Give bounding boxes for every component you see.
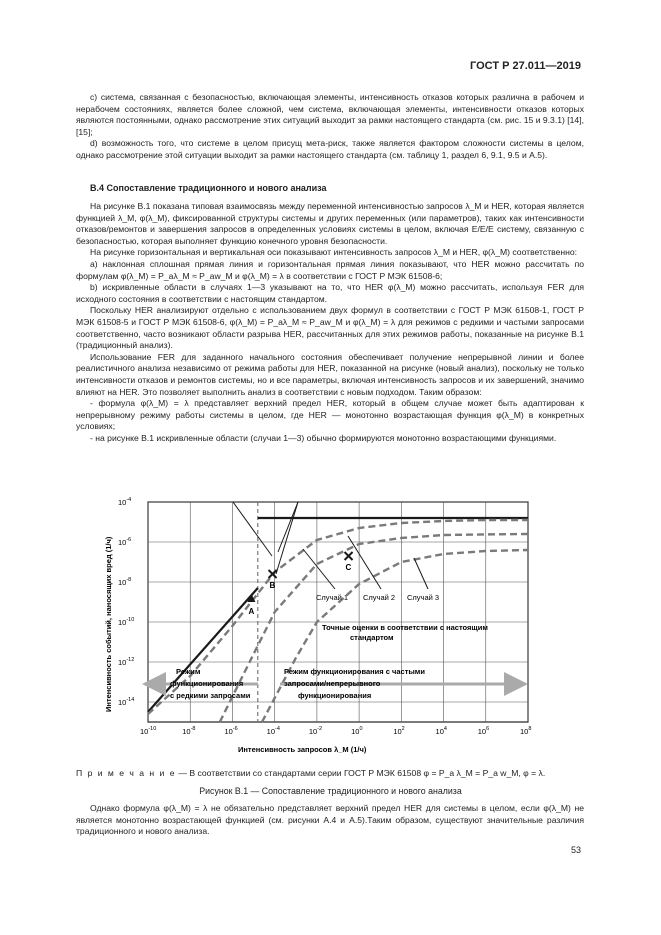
x-tick-label: $10^8$ (520, 726, 532, 736)
x-tick-label: $10^{-4}$ (266, 726, 280, 736)
y-tick-label: $10^{-10}$ (118, 617, 135, 627)
pointer-line (233, 502, 272, 556)
body-text (76, 201, 584, 444)
paragraph: b) искривленные области в случаях 1—3 указывают на то, что HER φ(λ_M) можно рассчитать, используя FER для исходного состояния в соответствии с настоящим стандартом. (76, 282, 584, 304)
section-title: B.4 Сопоставление традиционного и нового анализа (90, 183, 327, 193)
series-layer (148, 502, 528, 722)
paragraph: d) возможность того, что системе в целом присущ мета-риск, также является фактором сложности системы в целом, однако рассмотрение этой ситуации выходит за рамки настоящего стандарта (см. таблицу 1, раздел 6, 9.1, 9.5 и А.5). (76, 138, 584, 160)
x-tick-label: $10^{-2}$ (308, 726, 323, 736)
closing-text (76, 803, 584, 838)
figure (98, 494, 538, 767)
figure-note (76, 768, 584, 778)
y-tick-label: $10^{-6}$ (118, 537, 132, 547)
high-demand-label-3: функционирования (298, 691, 372, 700)
pointer-line (276, 502, 298, 574)
high-demand-label-1: Режим функционирования с частыми (284, 667, 425, 676)
intro-text (76, 92, 584, 162)
low-demand-label-1: Режим (176, 667, 201, 676)
pointer-line (414, 558, 428, 589)
x-axis-label: Интенсивность запросов λ_M (1/ч) (238, 745, 367, 754)
doc-header: ГОСТ Р 27.011—2019 (470, 60, 581, 72)
paragraph: c) система, связанная с безопасностью, включающая элементы, интенсивность отказов которых различна в рабочем и нерабочем состояниях, является более сложной, чем система, включающая элементы, интенсивности отказов которых являются постоянными, однако рассмотрение этих ситуаций выходит за рамки настоящего стандарта (см. рис. 15 и 9.3.1) [14], [15]; (76, 92, 584, 137)
paragraph: На рисунке В.1 показана типовая взаимосвязь между переменной интенсивностью запросов λ_M и HER, которая является функцией λ_M, φ(λ_M), фиксированной структуры системы и других переменных (или параметров), таких как интенсивности отказов/ремонтов и завершения запросов в определенных условиях системы в целом, включая Е/Е/Е систему, связанную с безопасностью, которая выполняет функцию конечного уровня безопасности. (76, 201, 584, 246)
her-chart (98, 494, 538, 762)
y-axis-label: Интенсивность событий, наносящих вред (1/ч) (104, 536, 113, 712)
paragraph: Поскольку HER анализируют отдельно с использованием двух формул в соответствии с ГОСТ Р МЭК 61508-1, ГОСТ Р МЭК 61508-5 и ГОСТ Р МЭК 61508-6, φ(λ_M) = P_aλ_M ≈ P_aw_M и φ(λ_M) = λ для режимов с редкими и частыми запросами соответственно, часто возникают области разрыва HER, рассчитанных для этих режимов работы, показанные на рисунке В.1 (традиционный анализ). (76, 305, 584, 351)
x-tick-label: $10^{-8}$ (182, 726, 196, 736)
case-2-label: Случай 2 (363, 593, 396, 602)
low-demand-label-2: функционирования (170, 679, 244, 688)
page-number: 53 (570, 845, 581, 855)
paragraph: На рисунке горизонтальная и вертикальная оси показывают интенсивность запросов λ_M и HER, φ(λ_M) соответственно: (90, 247, 578, 258)
paragraph: Использование FER для заданного начального состояния обеспечивает получение непрерывной линии и более реалистичного анализа независимо от режима работы для HER, показанной на рисунке (новый анализ), поскольку не только интенсивности отказов и ремонтов системы, но и все параметры, включая интенсивность запросов и их завершений, значимо влияют на HER. Это позволяет выполнить анализ в соответствии с новым подходом. Таким образом: (76, 351, 584, 397)
pointer-line (303, 549, 335, 589)
x-tick-label: $10^2$ (393, 726, 405, 736)
high-demand-label-2: запросами/непрерывного (284, 679, 381, 688)
y-tick-label: $10^{-4}$ (118, 497, 132, 507)
paragraph: a) наклонная сплошная прямая линия и горизонтальная прямая линия показывают, что HER можно рассчитать по формулам φ(λ_M) = P_aλ_M ≈ P_aw_M и φ(λ_M) = λ в соответствии с ГОСТ Р МЭК 61508-6; (76, 258, 584, 281)
annotation-layer (154, 502, 516, 700)
exact-estimates-label-1: Точные оценки в соответствии с настоящим (322, 623, 488, 632)
paragraph: - на рисунке В.1 искривленные области (случаи 1—3) обычно формируются монотонно возрастающими функциями. (90, 432, 557, 443)
low-demand-label-3: с редкими запросами (170, 691, 251, 700)
x-tick-label: $10^0$ (351, 726, 363, 736)
x-tick-label: $10^{-10}$ (140, 726, 157, 736)
x-tick-label: $10^6$ (477, 726, 490, 736)
case-1-label: Случай 1 (316, 593, 349, 602)
point-a-label: A (248, 607, 255, 616)
exact-estimates-label-2: стандартом (350, 633, 394, 642)
paragraph: - формула φ(λ_M) = λ представляет верхний предел HER, который в общем случае может быть адаптирован к непрерывному режиму работы системы в целом, где HER — монотонно возрастающая функция φ(λ_M) в конкретных условиях; (76, 398, 584, 432)
y-tick-label: $10^{-12}$ (118, 657, 135, 667)
x-tick-label: $10^4$ (435, 726, 447, 736)
note-text: — В соответствии со стандартами серии ГОСТ Р МЭК 61508 φ = P_a λ_M = P_a w_M, φ = λ. (178, 768, 546, 778)
pointer-line (278, 502, 298, 552)
point-c-label: C (345, 563, 352, 572)
figure-caption: Рисунок В.1 — Сопоставление традиционного и нового анализа (199, 786, 462, 796)
case-3-label: Случай 3 (407, 593, 440, 602)
note-label: П р и м е ч а н и е (76, 768, 177, 778)
x-tick-label: $10^{-6}$ (224, 726, 238, 736)
point-b-label: B (269, 581, 276, 590)
paragraph: Однако формула φ(λ_M) = λ не обязательно представляет верхний предел HER для системы в целом, если φ(λ_M) не является монотонно возрастающей функцией (см. рисунки А.4 и А.5).Таким образом, существуют значительные различия традиционного и нового анализа. (76, 803, 584, 837)
y-tick-label: $10^{-14}$ (118, 697, 135, 707)
y-tick-label: $10^{-8}$ (118, 577, 132, 587)
